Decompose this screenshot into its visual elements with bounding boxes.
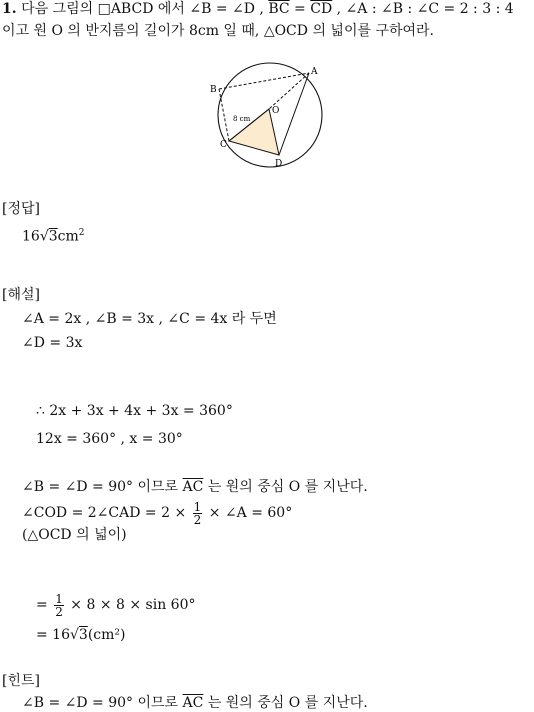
problem-line-2: 이고 원 O 의 반지름의 길이가 8cm 일 때, △OCD 의 넓이를 구하여라. <box>2 23 434 39</box>
label-o: O <box>272 106 280 116</box>
side-ba <box>219 73 309 89</box>
label-radius: 8 cm <box>233 115 251 123</box>
fraction-denominator-2: 2 <box>55 604 63 619</box>
solution-header: [해설] <box>2 287 40 303</box>
solution-line-9: = 16√3(cm²) <box>36 627 126 643</box>
solution-line-8 <box>36 592 195 618</box>
answer-coefficient: 16 <box>22 228 40 245</box>
problem-text-1b: , ∠A : ∠B : ∠C = 2 : 3 : 4 <box>332 1 514 17</box>
solution-line-4: 12x = 360° , x = 30° <box>36 431 183 447</box>
arc-cd: $\overline{CD}$ <box>310 1 333 17</box>
solution-line-7: (△OCD 의 넓이) <box>22 527 127 543</box>
hint-post: 는 원의 중심 O 를 지난다. <box>203 695 368 711</box>
solution-l9-pre: = 16 <box>36 627 70 643</box>
answer-header: [정답] <box>2 201 40 217</box>
problem-number: 1. <box>2 1 17 17</box>
solution-l9-sqrt: 3 <box>78 627 88 643</box>
problem-line-1 <box>2 0 514 18</box>
fraction-denominator: 2 <box>193 512 202 527</box>
answer-unit: cm <box>57 228 79 245</box>
hint-line <box>22 694 368 712</box>
solution-line-6 <box>22 500 292 526</box>
side-ad <box>279 73 309 155</box>
problem-text-1a: 다음 그림의 □ABCD 에서 ∠B = ∠D , <box>21 1 269 17</box>
solution-l6-post: × ∠A = 60° <box>204 505 293 521</box>
side-bc <box>219 89 229 141</box>
solution-line-1: ∠A = 2x , ∠B = 3x , ∠C = 4x 라 두면 <box>22 311 277 327</box>
label-a: A <box>311 67 318 77</box>
solution-l8-pre: = <box>36 597 53 613</box>
fraction-numerator: 1 <box>193 499 202 514</box>
solution-line-5 <box>22 478 368 496</box>
answer-sqrt: 3 <box>48 228 58 245</box>
equals-sign: = <box>289 1 311 17</box>
geometry-figure <box>205 52 335 178</box>
fraction-numerator-2: 1 <box>55 591 63 606</box>
hint-arc-ac: $\overline{AC}$ <box>182 695 204 711</box>
fraction-half <box>193 501 203 526</box>
answer-value: $16√3cm^2$ <box>22 228 85 245</box>
arc-bc: $\overline{BC}$ <box>268 1 290 17</box>
solution-l9-post: (cm²) <box>87 627 126 643</box>
solution-l6-pre: ∠COD = 2∠CAD = 2 × <box>22 505 191 521</box>
line-ao <box>269 73 309 109</box>
solution-l8-post: × 8 × 8 × sin 60° <box>65 597 196 613</box>
hint-header: [힌트] <box>2 673 40 689</box>
hint-pre: ∠B = ∠D = 90° 이므로 <box>22 695 183 711</box>
label-b: B <box>210 85 217 95</box>
solution-l5-post: 는 원의 중심 O 를 지난다. <box>203 479 368 495</box>
fraction-half-2 <box>54 593 64 618</box>
solution-line-3: ∴ 2x + 3x + 4x + 3x = 360° <box>36 403 233 419</box>
label-d: D <box>275 159 283 169</box>
solution-line-2: ∠D = 3x <box>22 335 83 351</box>
solution-l5-pre: ∠B = ∠D = 90° 이므로 <box>22 479 183 495</box>
answer-exponent: 2 <box>78 228 85 238</box>
arc-ac: $\overline{AC}$ <box>182 479 204 495</box>
label-c: C <box>220 140 227 150</box>
